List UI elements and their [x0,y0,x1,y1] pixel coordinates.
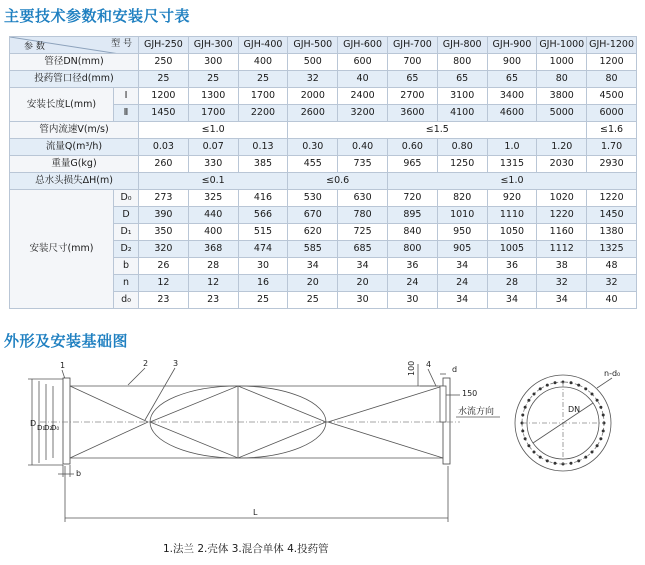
dim-D1-label: D₁ [37,424,46,432]
cell: 1450 [587,207,637,224]
cell: 1010 [437,207,487,224]
cell: 2200 [238,105,288,122]
cell: 895 [387,207,437,224]
cell: 20 [288,275,338,292]
spec-table-title: 主要技术参数和安装尺寸表 [4,7,191,25]
model-header: GJH-700 [387,37,437,54]
bolt-hole [521,414,524,417]
bolt-hole [577,459,580,462]
cell: 700 [387,54,437,71]
cell: 48 [587,258,637,275]
cell: 38 [537,258,587,275]
cell: 1110 [487,207,537,224]
header-row [10,37,637,54]
leader-3 [145,368,175,420]
cell: 2400 [338,88,388,105]
cell: 34 [288,258,338,275]
cell: 1220 [587,190,637,207]
row-label: 重量G(kg) [10,156,139,173]
cell: 2000 [288,88,338,105]
cell: 566 [238,207,288,224]
cell: 820 [437,190,487,207]
cell: 3600 [387,105,437,122]
cell: 16 [238,275,288,292]
cell: 390 [139,207,189,224]
cell: 30 [238,258,288,275]
cell: 34 [437,258,487,275]
cell: 1160 [537,224,587,241]
flow-direction-label: 水流方向 [458,407,495,417]
cell: 905 [437,241,487,258]
model-header: GJH-800 [437,37,487,54]
cell: 630 [338,190,388,207]
row-label: 流量Q(m³/h) [10,139,139,156]
parts-legend: 1.法兰 2.壳体 3.混合单体 4.投药管 [163,543,329,555]
model-header: GJH-250 [139,37,189,54]
cell: 720 [387,190,437,207]
cell: 5000 [537,105,587,122]
cell: 23 [188,292,238,309]
bolt-hole [599,437,602,440]
cell: 65 [437,71,487,88]
cell: ≤1.0 [387,173,636,190]
bolt-hole [596,444,599,447]
sub-label: d₀ [114,292,139,309]
cell: 12 [139,275,189,292]
cell: 25 [288,292,338,309]
bolt-hole [546,459,549,462]
cell: 400 [238,54,288,71]
cell: 620 [288,224,338,241]
cell: 0.30 [288,139,338,156]
dim-d-label: d [452,365,458,374]
cell: 34 [338,258,388,275]
cell: 34 [437,292,487,309]
row-label: 总水头损失ΔH(m) [10,173,139,190]
cell: 32 [537,275,587,292]
cell: 440 [188,207,238,224]
cell: 300 [188,54,238,71]
leader-nd0 [597,378,612,388]
row-flow [10,139,637,156]
cell: 23 [139,292,189,309]
bolt-hole [539,387,542,390]
cell: 40 [338,71,388,88]
cell: 800 [387,241,437,258]
model-header: GJH-400 [238,37,288,54]
bolt-hole [524,437,527,440]
cell: 1325 [587,241,637,258]
cell: 1300 [188,88,238,105]
bolt-hole [590,393,593,396]
bolt-hole [521,430,524,433]
cell: 6000 [587,105,637,122]
dosing-pipe [440,386,446,422]
cell: ≤1.6 [587,122,637,139]
drawing-title: 外形及安装基础图 [4,332,129,350]
row-head-loss [10,173,637,190]
cell: 4100 [437,105,487,122]
cell: 1380 [587,224,637,241]
cell: 32 [288,71,338,88]
sub-label: D₂ [114,241,139,258]
callout-2: 2 [143,359,149,368]
cell: 80 [587,71,637,88]
cell: ≤1.0 [139,122,288,139]
bolt-hole [546,384,549,387]
bolt-hole [554,381,557,384]
dim-D-label: D [30,419,37,428]
nd0-label: n-d₀ [604,369,621,378]
row-label: 管径DN(mm) [10,54,139,71]
bolt-hole [527,399,530,402]
cell: 920 [487,190,537,207]
model-header: GJH-1000 [537,37,587,54]
cell: 20 [338,275,388,292]
dim-DN-label: DN [568,405,581,414]
bolt-hole [596,399,599,402]
cell: 500 [288,54,338,71]
cell: 3100 [437,88,487,105]
dim-L-label: L [253,508,258,517]
bolt-hole [590,450,593,453]
sub-label: D₀ [114,190,139,207]
cell: 273 [139,190,189,207]
cell: 515 [238,224,288,241]
cell: 250 [139,54,189,71]
model-header: GJH-500 [288,37,338,54]
cell: 2930 [587,156,637,173]
cell: 4600 [487,105,537,122]
cell: 0.07 [188,139,238,156]
cell: ≤1.5 [288,122,587,139]
cell: 950 [437,224,487,241]
row-weight [10,156,637,173]
cell: ≤0.6 [288,173,388,190]
cell: 24 [387,275,437,292]
sub-label: Ⅱ [114,105,139,122]
cell: 36 [487,258,537,275]
cell: 25 [238,71,288,88]
cell: 585 [288,241,338,258]
cell: ≤0.1 [139,173,288,190]
row-dn [10,54,637,71]
cell: 1050 [487,224,537,241]
cell: 670 [288,207,338,224]
cell: 385 [238,156,288,173]
cell: 0.80 [437,139,487,156]
cell: 965 [387,156,437,173]
cell: 1.0 [487,139,537,156]
model-header: GJH-600 [338,37,388,54]
cell: 34 [537,292,587,309]
row-label: 管内流速V(m/s) [10,122,139,139]
cell: 1112 [537,241,587,258]
cell: 1315 [487,156,537,173]
cell: 1000 [537,54,587,71]
cell: 1.70 [587,139,637,156]
bolt-hole [584,456,587,459]
cell: 28 [188,258,238,275]
bolt-hole [533,393,536,396]
cell: 0.03 [139,139,189,156]
sub-label: n [114,275,139,292]
cell: 0.60 [387,139,437,156]
cell: 735 [338,156,388,173]
cell: 3400 [487,88,537,105]
cell: 28 [487,275,537,292]
cell: 4500 [587,88,637,105]
cell: 26 [139,258,189,275]
row-label: 安装尺寸(mm) [10,190,114,309]
cell: 1450 [139,105,189,122]
corner-model-label: 型 号 [111,39,132,49]
cell: 330 [188,156,238,173]
cell: 65 [487,71,537,88]
row-dose [10,71,637,88]
cell: 30 [387,292,437,309]
cell: 40 [587,292,637,309]
dim-b-label: b [76,469,82,478]
cell: 416 [238,190,288,207]
cell: 65 [387,71,437,88]
cell: 800 [437,54,487,71]
row-velocity [10,122,637,139]
cell: 30 [338,292,388,309]
cell: 0.40 [338,139,388,156]
bolt-hole [602,430,605,433]
dim-D2-label: D₂ [44,424,53,432]
bolt-hole [554,462,557,465]
sub-label: b [114,258,139,275]
bolt-hole [599,406,602,409]
callout-3: 3 [173,359,179,368]
bolt-hole [570,381,573,384]
cell: 0.13 [238,139,288,156]
cell: 25 [188,71,238,88]
cell: 1005 [487,241,537,258]
row-label: 投药管口径d(mm) [10,71,139,88]
cell: 840 [387,224,437,241]
row-inst-d0 [10,190,637,207]
cell: 1700 [238,88,288,105]
dim-D0-label: D₀ [51,424,60,432]
cell: 2700 [387,88,437,105]
cell: 1220 [537,207,587,224]
cell: 34 [487,292,537,309]
cell: 260 [139,156,189,173]
cell: 685 [338,241,388,258]
cell: 2030 [537,156,587,173]
cell: 320 [139,241,189,258]
sub-label: Ⅰ [114,88,139,105]
dim-150-label: 150 [462,389,478,398]
cell: 12 [188,275,238,292]
cell: 530 [288,190,338,207]
model-header: GJH-1200 [587,37,637,54]
sub-label: D [114,207,139,224]
cell: 1200 [139,88,189,105]
cell: 32 [587,275,637,292]
dim-100-label: 100 [407,360,416,376]
installation-drawing [0,345,645,540]
left-flange [63,378,70,464]
cell: 36 [387,258,437,275]
bolt-hole [570,462,573,465]
cell: 1700 [188,105,238,122]
cell: 325 [188,190,238,207]
row-length-1 [10,88,637,105]
cell: 3800 [537,88,587,105]
cell: 368 [188,241,238,258]
leader-2 [128,368,145,385]
cell: 350 [139,224,189,241]
spec-table [9,36,637,309]
cell: 1250 [437,156,487,173]
corner-param-label: 参 数 [24,42,45,52]
row-label: 安装长度L(mm) [10,88,114,122]
callout-4: 4 [426,360,432,369]
cell: 780 [338,207,388,224]
cell: 25 [238,292,288,309]
cell: 455 [288,156,338,173]
bolt-hole [539,456,542,459]
cell: 1020 [537,190,587,207]
cell: 1.20 [537,139,587,156]
model-header: GJH-300 [188,37,238,54]
cell: 900 [487,54,537,71]
cell: 80 [537,71,587,88]
cell: 725 [338,224,388,241]
bolt-hole [577,384,580,387]
cell: 400 [188,224,238,241]
bolt-hole [584,387,587,390]
bolt-hole [524,406,527,409]
corner-cell [10,37,139,54]
cell: 600 [338,54,388,71]
sub-label: D₁ [114,224,139,241]
cell: 2600 [288,105,338,122]
cell: 474 [238,241,288,258]
cell: 1200 [587,54,637,71]
bolt-hole [533,450,536,453]
cell: 24 [437,275,487,292]
cell: 3200 [338,105,388,122]
bolt-hole [602,414,605,417]
leader-4 [428,369,436,386]
callout-1: 1 [60,361,66,370]
bolt-hole [527,444,530,447]
cell: 25 [139,71,189,88]
model-header: GJH-900 [487,37,537,54]
